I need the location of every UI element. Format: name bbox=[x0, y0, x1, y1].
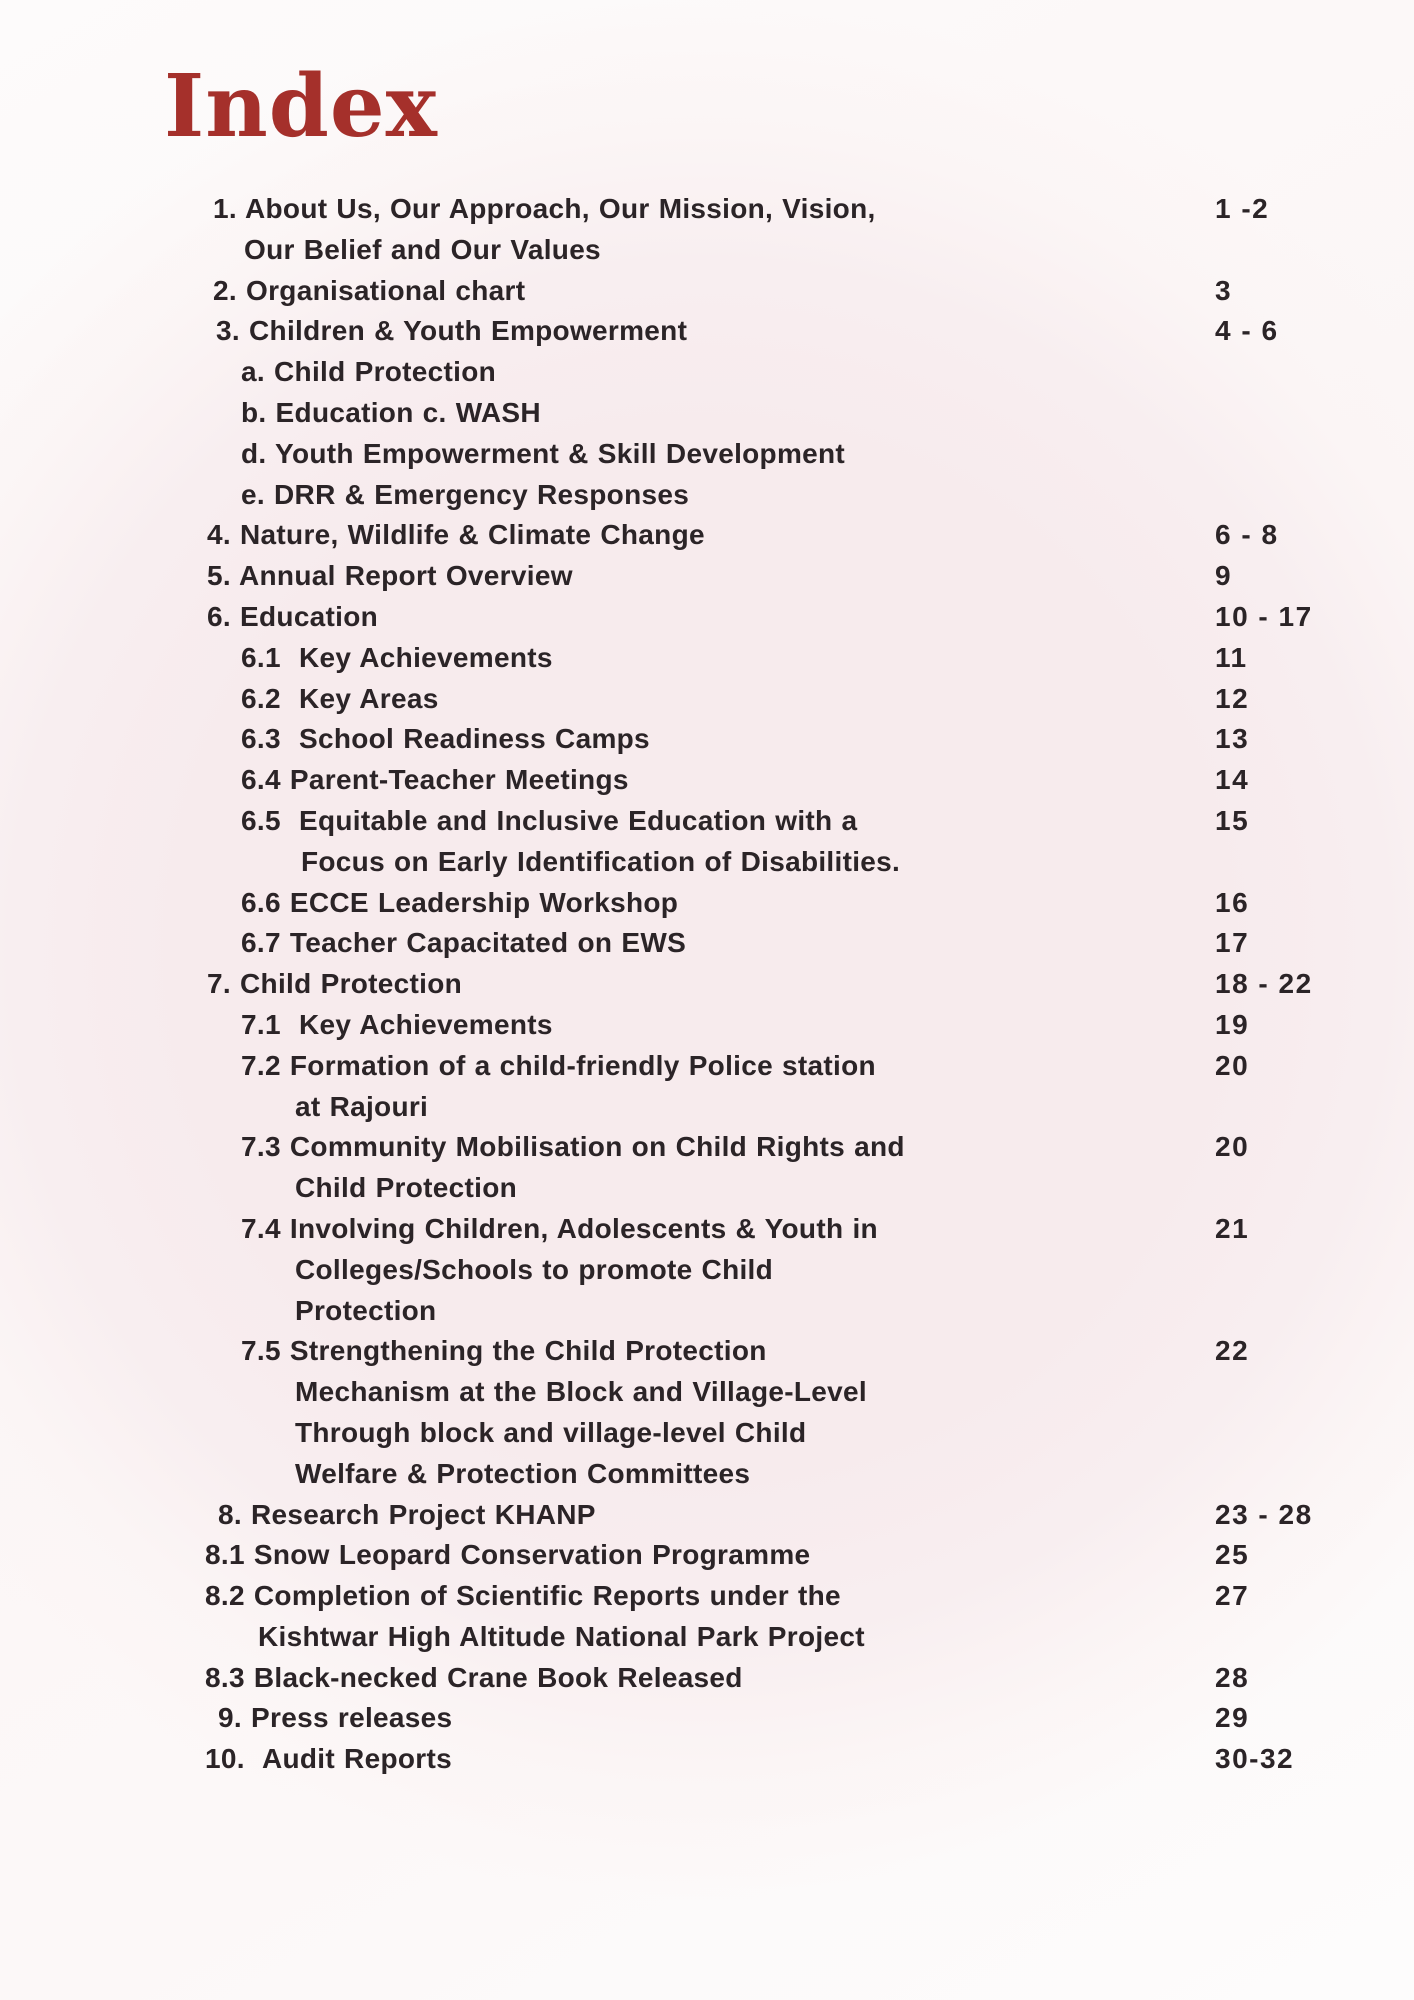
toc-entry-text: 7.1 Key Achievements bbox=[241, 1008, 553, 1040]
toc-entry-page-number: 1 -2 bbox=[1215, 193, 1270, 224]
toc-entry bbox=[0, 1127, 1414, 1209]
toc-entry-lines bbox=[0, 760, 1414, 801]
toc-entry-text: 10. Audit Reports bbox=[205, 1743, 452, 1775]
toc-entry bbox=[0, 271, 1414, 312]
toc-entry-text: 8.2 Completion of Scientific Reports under the bbox=[205, 1580, 841, 1612]
toc-entry-text: 9. Press releases bbox=[218, 1702, 453, 1734]
toc-entry-lines bbox=[0, 515, 1414, 556]
toc-entry-lines bbox=[0, 556, 1414, 597]
toc-entry-text: 6.1 Key Achievements bbox=[241, 641, 553, 673]
toc-entry-page-number: 25 bbox=[1215, 1539, 1250, 1571]
toc-entry bbox=[0, 434, 1414, 475]
toc-entry bbox=[0, 1495, 1414, 1536]
toc-entry-page-number: 21 bbox=[1215, 1212, 1250, 1244]
toc-entry-lines bbox=[0, 1331, 1414, 1494]
toc-entry-text: 1. About Us, Our Approach, Our Mission, Vision, bbox=[213, 193, 876, 224]
toc-entry-page-number: 12 bbox=[1215, 682, 1250, 714]
page-title: Index bbox=[164, 56, 438, 157]
toc-entry bbox=[0, 1209, 1414, 1331]
toc-entry bbox=[0, 964, 1414, 1005]
toc-entry-text: d. Youth Empowerment & Skill Development bbox=[241, 437, 846, 469]
toc-entry bbox=[0, 352, 1414, 393]
toc-entry-text-continuation: Focus on Early Identification of Disabilities. bbox=[301, 845, 901, 877]
toc-entry-lines bbox=[0, 352, 1414, 393]
toc-entry-lines bbox=[0, 883, 1414, 924]
toc-entry bbox=[0, 311, 1414, 352]
toc-entry-text-continuation: Mechanism at the Block and Village-Level bbox=[295, 1376, 867, 1408]
toc-entry bbox=[0, 883, 1414, 924]
toc-entry-lines bbox=[0, 964, 1414, 1005]
toc-entry-page-number: 13 bbox=[1215, 723, 1250, 755]
toc-entry-text: 5. Annual Report Overview bbox=[207, 560, 573, 592]
toc-entry-page-number: 10 - 17 bbox=[1215, 600, 1313, 632]
toc-entry-lines bbox=[0, 1046, 1414, 1128]
toc-entry-lines bbox=[0, 1127, 1414, 1209]
toc-entry bbox=[0, 556, 1414, 597]
toc-entry-text-continuation: Protection bbox=[295, 1294, 437, 1326]
toc-entry-lines bbox=[0, 1495, 1414, 1536]
toc-entry-lines bbox=[0, 434, 1414, 475]
toc-entry-lines bbox=[0, 801, 1414, 883]
toc-entry-lines bbox=[0, 597, 1414, 638]
toc-entry bbox=[0, 760, 1414, 801]
toc-entry-page-number: 28 bbox=[1215, 1661, 1250, 1693]
toc-entry-lines bbox=[0, 1005, 1414, 1046]
toc-entry bbox=[0, 1046, 1414, 1128]
toc-entry bbox=[0, 719, 1414, 760]
toc-entry-page-number: 20 bbox=[1215, 1049, 1250, 1081]
toc-entry-page-number: 17 bbox=[1215, 927, 1250, 959]
toc-entry-text-continuation: Through block and village-level Child bbox=[295, 1416, 807, 1448]
toc-entry-text-continuation: Kishtwar High Altitude National Park Project bbox=[258, 1620, 865, 1652]
toc-entry bbox=[0, 515, 1414, 556]
toc-entry bbox=[0, 638, 1414, 679]
toc-entry-page-number: 9 bbox=[1215, 560, 1233, 592]
toc-entry-text: 8.3 Black-necked Crane Book Released bbox=[205, 1661, 743, 1693]
toc-entry-text: 4. Nature, Wildlife & Climate Change bbox=[207, 519, 705, 551]
toc-entry-lines bbox=[0, 475, 1414, 516]
toc-entry-page-number: 27 bbox=[1215, 1580, 1250, 1612]
toc-entry-lines bbox=[0, 719, 1414, 760]
toc-entry-lines bbox=[0, 1658, 1414, 1699]
toc-entry-page-number: 29 bbox=[1215, 1702, 1250, 1734]
toc-entry-text: a. Child Protection bbox=[241, 356, 497, 388]
toc-entry-lines bbox=[0, 1739, 1414, 1780]
toc-entry-page-number: 14 bbox=[1215, 764, 1250, 796]
toc-entry-text: 7. Child Protection bbox=[207, 968, 463, 1000]
toc-entry-text-continuation: Welfare & Protection Committees bbox=[295, 1457, 751, 1489]
toc-entry-page-number: 4 - 6 bbox=[1215, 315, 1279, 347]
toc-entry bbox=[0, 1535, 1414, 1576]
toc-entry bbox=[0, 1576, 1414, 1658]
toc-entry bbox=[0, 393, 1414, 434]
toc-entry-text-continuation: Child Protection bbox=[295, 1172, 518, 1204]
toc-entry bbox=[0, 1331, 1414, 1494]
toc-entry bbox=[0, 597, 1414, 638]
toc-entry bbox=[0, 923, 1414, 964]
toc-list bbox=[0, 189, 1414, 1780]
toc-entry-text-continuation: Colleges/Schools to promote Child bbox=[295, 1253, 774, 1285]
toc-entry bbox=[0, 679, 1414, 720]
toc-entry-text: 7.5 Strengthening the Child Protection bbox=[241, 1335, 767, 1367]
toc-entry bbox=[0, 801, 1414, 883]
toc-entry-page-number: 6 - 8 bbox=[1215, 519, 1279, 551]
toc-entry-text: 6.2 Key Areas bbox=[241, 682, 439, 714]
toc-entry bbox=[0, 1698, 1414, 1739]
toc-entry-text: 2. Organisational chart bbox=[213, 274, 526, 306]
toc-entry-text: 8.1 Snow Leopard Conservation Programme bbox=[205, 1539, 811, 1571]
toc-entry-page-number: 23 - 28 bbox=[1215, 1498, 1313, 1530]
toc-entry-text: 7.2 Formation of a child-friendly Police station bbox=[241, 1049, 876, 1081]
toc-entry-page-number: 18 - 22 bbox=[1215, 968, 1313, 1000]
toc-entry-page-number: 3 bbox=[1215, 274, 1233, 306]
toc-entry-lines bbox=[0, 1698, 1414, 1739]
toc-entry-text: 8. Research Project KHANP bbox=[218, 1498, 596, 1530]
toc-entry-text: 7.4 Involving Children, Adolescents & Youth in bbox=[241, 1212, 878, 1244]
toc-entry-text: 6.6 ECCE Leadership Workshop bbox=[241, 886, 679, 918]
toc-entry-page-number: 30-32 bbox=[1215, 1743, 1295, 1775]
toc-entry-page-number: 15 bbox=[1215, 804, 1250, 836]
toc-entry-text: 3. Children & Youth Empowerment bbox=[216, 315, 688, 347]
toc-entry bbox=[0, 475, 1414, 516]
toc-entry-lines bbox=[0, 393, 1414, 434]
toc-entry-text: 6.7 Teacher Capacitated on EWS bbox=[241, 927, 687, 959]
toc-entry-lines bbox=[0, 311, 1414, 352]
toc-entry-text-continuation: Our Belief and Our Values bbox=[244, 233, 601, 265]
toc-entry-text-continuation: at Rajouri bbox=[295, 1090, 429, 1122]
toc-entry-text: 6.3 School Readiness Camps bbox=[241, 723, 650, 755]
toc-entry-text: 7.3 Community Mobilisation on Child Rights and bbox=[241, 1131, 905, 1163]
toc-entry-lines bbox=[0, 189, 1414, 271]
toc-entry-page-number: 19 bbox=[1215, 1008, 1250, 1040]
toc-entry bbox=[0, 1005, 1414, 1046]
toc-entry-lines bbox=[0, 679, 1414, 720]
toc-entry-lines bbox=[0, 271, 1414, 312]
toc-entry-page-number: 20 bbox=[1215, 1131, 1250, 1163]
toc-entry-lines bbox=[0, 923, 1414, 964]
toc-entry-page-number: 16 bbox=[1215, 886, 1250, 918]
toc-entry-text: e. DRR & Emergency Responses bbox=[241, 478, 690, 510]
toc-entry-lines bbox=[0, 1535, 1414, 1576]
toc-entry-text: 6. Education bbox=[207, 600, 379, 632]
toc-entry bbox=[0, 189, 1414, 271]
toc-entry-lines bbox=[0, 1576, 1414, 1658]
toc-entry-page-number: 11 bbox=[1215, 641, 1248, 673]
toc-entry-lines bbox=[0, 1209, 1414, 1331]
toc-entry-text: b. Education c. WASH bbox=[241, 396, 541, 428]
toc-entry-text: 6.5 Equitable and Inclusive Education with a bbox=[241, 804, 858, 836]
toc-entry-text: 6.4 Parent-Teacher Meetings bbox=[241, 764, 629, 796]
toc-entry-lines bbox=[0, 638, 1414, 679]
toc-entry bbox=[0, 1658, 1414, 1699]
toc-entry bbox=[0, 1739, 1414, 1780]
toc-entry-page-number: 22 bbox=[1215, 1335, 1250, 1367]
